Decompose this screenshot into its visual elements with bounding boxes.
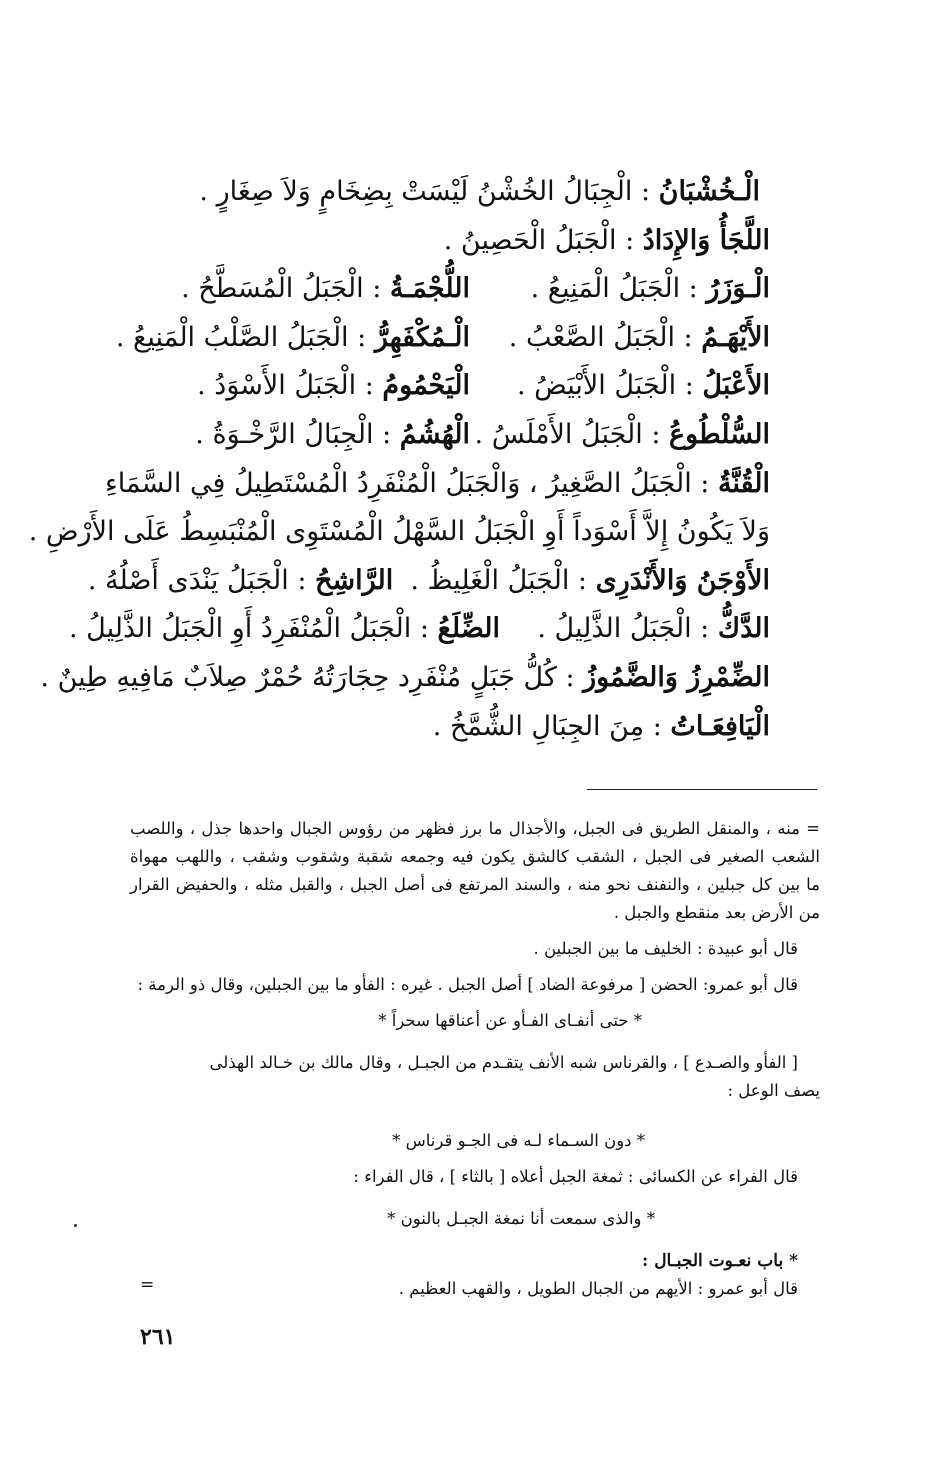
entry-definition: : الْجَبَلُ الأَسْوَدُ . <box>197 370 383 402</box>
entry-line <box>120 703 770 752</box>
dictionary-entries <box>28 168 770 751</box>
footnote-line: قال أبو عمرو: الحضن [ مرفوعة الضاد ] أصل الجبل . غيره : الفأو ما بين الجبلين، وقال ذو الرمة : <box>137 975 798 994</box>
entry-definition: : الْجَبَلُ الصَّغِيرُ ، وَالْجَبَلُ الْمُنْفَرِدُ الْمُسْتَطِيلُ فِي السَّمَاءِ <box>105 467 718 499</box>
entry-column-left <box>197 362 470 411</box>
entry-definition: : الْجَبَلُ الْمَنِيعُ . <box>530 273 707 305</box>
entry-definition: : الْجَبَلُ يَنْدَى أَصْلُهُ . <box>87 564 316 596</box>
entry-definition: : الْجِبَالُ الرَّخْـوَةُ . <box>195 418 400 450</box>
entry-column-right <box>500 605 770 654</box>
entry-definition: : الْجَبَلُ الْمُنْفَرِدُ أَوِ الْجَبَلُ الذَّلِيلُ . <box>68 613 438 645</box>
entry-column-left <box>195 411 470 460</box>
entry-line <box>120 265 770 314</box>
footnote-line: من الأرض بعد منقطع والجبل . <box>613 903 820 922</box>
entry-line <box>115 314 770 363</box>
entry-definition: : مِنَ الجِبَالِ الشُّمَّخُ . <box>432 710 671 742</box>
footnote-line: الشعب الصغير فى الجبل ، الشقب كالشق يكون فيه وجمعه شقبة وشقوب وشقب ، واللهب مهواة <box>130 847 820 866</box>
entry-column-right <box>470 314 770 363</box>
footnote-line: قال أبو عبيدة : الخليف ما بين الجبلين . <box>533 939 798 958</box>
entry-term: الْـوَزَرُ <box>706 273 770 305</box>
entry-column-left <box>116 314 470 363</box>
footnote-line: ما بين كل جبلين ، والنفنف نحو منه ، والسند المرتفع فى أصل الجبل ، والقبل مثله ، والحفيض القرار <box>130 875 820 894</box>
entry-definition: : الْجَبَلُ الْغَلِيظُ . <box>410 564 596 596</box>
entry-definition: : كُلُّ جَبَلٍ مُنْفَرِد حِجَارَتُهُ حُمْرٌ صِلاَبٌ مَافِيهِ طِينٌ . <box>40 661 584 693</box>
footnotes <box>130 815 820 1303</box>
entry-line <box>87 557 770 606</box>
entry-column-right <box>470 411 770 460</box>
entry-line <box>40 654 770 703</box>
footnote-verse: * حتى أنفـاى الفـأو عن أعناقها سحراً * <box>378 1011 642 1030</box>
entry-definition: : الْجِبَالُ الخُشْنُ لَيْسَتْ بِضِخَامٍ وَلاَ صِغَارٍ . <box>199 176 659 207</box>
entry-term: الْقُنَّةُ <box>717 467 770 499</box>
entry-term: الأَعْبَلُ <box>702 370 770 402</box>
entry-column-left <box>181 265 470 314</box>
entry-definition: : الْجَبَلُ الْمُسَطَّحُ . <box>181 273 390 305</box>
entry-term: السُّلْطُوعُ <box>669 418 770 450</box>
entry-term: اللَّجَأُ وَالإِدَادُ <box>642 224 770 256</box>
entry-term: الضِّلَعُ <box>437 613 500 645</box>
entry-column-right <box>470 265 770 314</box>
entry-definition: : الْجَبَلُ الْحَصِينُ . <box>443 224 643 256</box>
footnote-line: قال الفراء عن الكسائى : ثمغة الجبل أعلاه [ بالثاء ] ، قال الفراء : <box>353 1167 798 1186</box>
entry-column-left <box>69 605 500 654</box>
entry-term: الدَّكُّ <box>717 613 770 645</box>
page-number: ٢٦١ <box>140 1324 176 1350</box>
entry-definition: وَلاَ يَكُونُ إِلاَّ أَسْوَداً أَوِ الْجَبَلُ السَّهْلُ الْمُسْتَوِى الْمُنْبَسِطُ عَلَى الأَرْضِ . <box>28 516 770 548</box>
footnote-line: قال أبو عمرو : الأيهم من الجبال الطويل ، والقهب العظيم . <box>398 1279 798 1298</box>
entry-term: الضِّمْرِزُ وَالضَّمُوزُ <box>583 661 770 693</box>
entry-line <box>105 460 770 509</box>
entry-definition: : الْجَبَلُ الصَّلْبُ الْمَنِيعُ . <box>115 321 375 353</box>
entry-definition: : الْجَبَلُ الأَمْلَسُ . <box>474 418 670 450</box>
entry-definition: : الْجَبَلُ الصَّعْبُ . <box>508 321 702 353</box>
footnote-line: = منه ، والمنقل الطريق فى الجبل، والأجذال ما برز فظهر من رؤوس الجبال واحدها جذل ، واللصب <box>130 819 820 838</box>
margin-dot <box>74 1224 77 1227</box>
entry-term: الرَّاشِحُ <box>315 564 394 596</box>
continuation-mark: = <box>140 1275 155 1295</box>
entry-definition: : الْجَبَلُ الأَبْيَضُ . <box>516 370 703 402</box>
entry-definition: : الْجَبَلُ الذَّلِيلُ . <box>537 613 718 645</box>
entry-term: الْـمُكْفَهِرُّ <box>374 321 470 353</box>
entry-term: الأَوْجَنُ وَالأَنْدَرِى <box>595 564 770 596</box>
entry-column-right <box>470 362 770 411</box>
entry-term: اللُّجْمَـةُ <box>389 273 470 305</box>
entry-term: الْـخُشْبَانُ <box>658 176 760 207</box>
entry-term: الْيَحْمُومُ <box>382 370 470 402</box>
footnote-line: [ الفأو والصـدع ] ، والقرناس شبه الأنف يتقـدم من الجبـل ، وقال مالك بن خـالد الهذلى <box>209 1053 798 1072</box>
entry-line <box>28 508 770 557</box>
entry-term: الْيَافِعَـاتُ <box>670 710 770 742</box>
entry-term: الْهُشُمُ <box>399 418 470 450</box>
footnote-separator <box>587 789 817 790</box>
entry-term: الأَيْهَـمُ <box>701 321 770 353</box>
entry-line <box>120 217 770 266</box>
entry-line <box>68 605 770 654</box>
entry-line <box>120 168 770 217</box>
entry-line <box>120 411 770 460</box>
footnote-verse: * دون السـماء لـه فى الجـو قرناس * <box>392 1131 645 1150</box>
footnote-verse: * والذى سمعت أنا نمغة الجبـل بالنون * <box>387 1209 655 1228</box>
footnote-line: يصف الوعل : <box>727 1081 820 1100</box>
footnote-heading: * باب نعـوت الجبـال : <box>642 1251 798 1271</box>
entry-line <box>120 362 770 411</box>
